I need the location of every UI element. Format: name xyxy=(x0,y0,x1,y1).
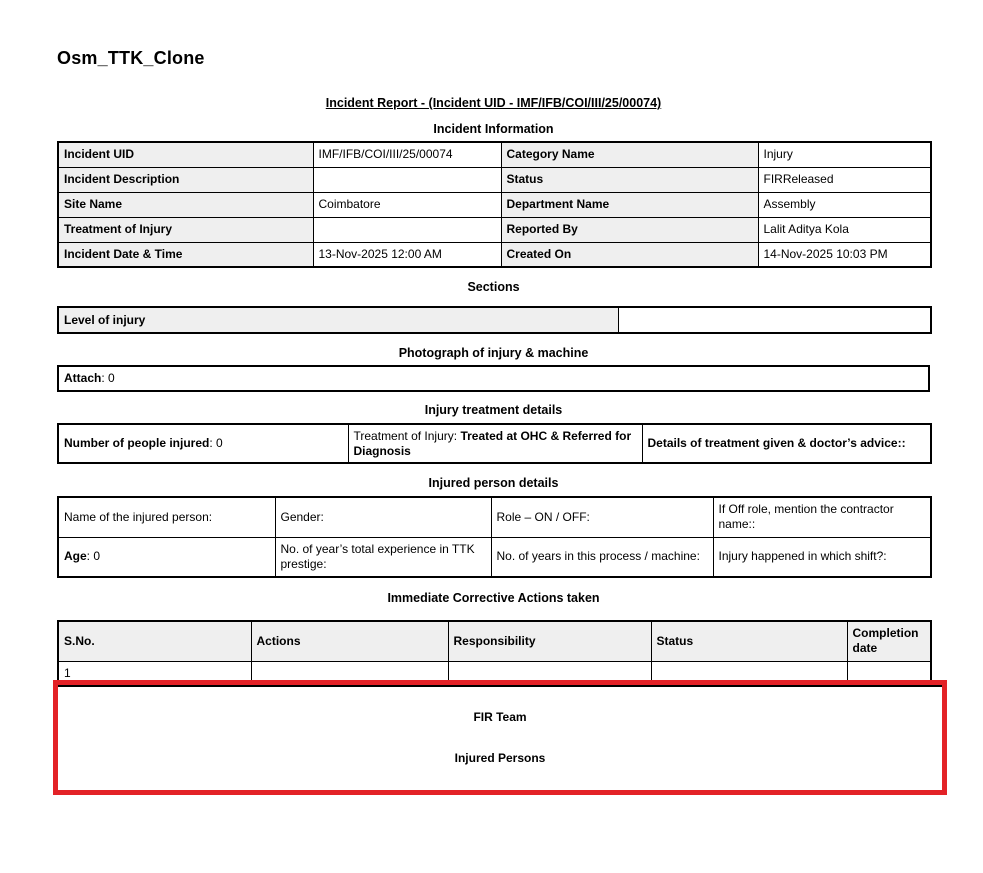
table-row xyxy=(58,307,931,333)
field-label: Site Name xyxy=(58,192,313,217)
level-of-injury-table xyxy=(57,306,932,334)
field-value: : 0 xyxy=(209,436,223,450)
table-row xyxy=(58,217,931,242)
table-row xyxy=(58,537,931,577)
field-value: Assembly xyxy=(758,192,931,217)
injured-persons-label: Injured Persons xyxy=(454,751,546,765)
treatment-details-cell xyxy=(642,424,931,463)
field-label: Incident UID xyxy=(58,142,313,167)
column-header: Status xyxy=(651,621,847,661)
app-title: Osm_TTK_Clone xyxy=(57,48,205,68)
table-row xyxy=(58,366,929,391)
field-label: Treatment of Injury: xyxy=(353,428,461,443)
field-value xyxy=(313,217,501,242)
attach-count-cell xyxy=(58,366,929,391)
field-label: Age xyxy=(64,549,87,564)
incident-report-page xyxy=(57,48,930,795)
table-row xyxy=(58,192,931,217)
gender-cell: Gender: xyxy=(275,497,491,537)
table-row xyxy=(58,142,931,167)
table-header-row xyxy=(58,621,931,661)
age-cell xyxy=(58,537,275,577)
field-value: : 0 xyxy=(101,371,115,385)
column-header: Responsibility xyxy=(448,621,651,661)
corrective-actions-table xyxy=(57,620,932,687)
incident-information-table xyxy=(57,141,932,268)
injury-treatment-table xyxy=(57,423,932,464)
field-value: Injury xyxy=(758,142,931,167)
fir-team-section xyxy=(58,685,942,790)
process-years-cell: No. of years in this process / machine: xyxy=(491,537,713,577)
sno-cell: 1 xyxy=(58,661,251,686)
field-value xyxy=(313,167,501,192)
field-label: Status xyxy=(501,167,758,192)
field-label: Level of injury xyxy=(58,307,618,333)
column-header: Actions xyxy=(251,621,448,661)
field-value: : 0 xyxy=(86,549,101,564)
field-label: Details of treatment given & doctor’s advice:: xyxy=(647,436,906,450)
field-label: Treatment of Injury xyxy=(58,217,313,242)
shift-cell: Injury happened in which shift?: xyxy=(713,537,931,577)
table-row xyxy=(58,242,931,267)
table-row xyxy=(58,424,931,463)
field-label: Department Name xyxy=(501,192,758,217)
photograph-heading: Photograph of injury & machine xyxy=(398,346,589,360)
field-label: Reported By xyxy=(501,217,758,242)
field-value: 13-Nov-2025 12:00 AM xyxy=(313,242,501,267)
field-value xyxy=(618,307,931,333)
injured-name-cell: Name of the injured person: xyxy=(58,497,275,537)
contractor-name-cell: If Off role, mention the contractor name:: xyxy=(713,497,931,537)
field-value: Lalit Aditya Kola xyxy=(758,217,931,242)
corrective-actions-heading: Immediate Corrective Actions taken xyxy=(387,591,600,605)
incident-information-heading: Incident Information xyxy=(433,122,554,136)
table-row xyxy=(58,167,931,192)
table-row xyxy=(58,497,931,537)
field-label: Incident Date & Time xyxy=(58,242,313,267)
attachment-table xyxy=(57,365,930,392)
column-header: S.No. xyxy=(58,621,251,661)
role-cell: Role – ON / OFF: xyxy=(491,497,713,537)
field-label: Created On xyxy=(501,242,758,267)
field-value: Coimbatore xyxy=(313,192,501,217)
report-title: Incident Report - (Incident UID - IMF/IFB/COI/III/25/00074) xyxy=(325,96,662,110)
fir-team-label: FIR Team xyxy=(473,710,527,724)
field-value: IMF/IFB/COI/III/25/00074 xyxy=(313,142,501,167)
field-label: Incident Description xyxy=(58,167,313,192)
column-header: Completion date xyxy=(847,621,931,661)
treatment-of-injury-cell xyxy=(348,424,642,463)
field-value: FIRReleased xyxy=(758,167,931,192)
field-label: Category Name xyxy=(501,142,758,167)
field-value: Treated at OHC & Referred for Diagnosis xyxy=(353,428,632,458)
injury-treatment-heading: Injury treatment details xyxy=(424,403,563,417)
field-label: Number of people injured xyxy=(64,436,210,450)
experience-cell: No. of year’s total experience in TTK prestige: xyxy=(275,537,491,577)
sections-heading: Sections xyxy=(467,280,520,294)
highlight-box xyxy=(53,680,947,795)
injured-person-table xyxy=(57,496,932,578)
field-label: Attach xyxy=(64,371,102,385)
injured-person-heading: Injured person details xyxy=(428,476,559,490)
field-value: 14-Nov-2025 10:03 PM xyxy=(758,242,931,267)
people-injured-cell xyxy=(58,424,348,463)
